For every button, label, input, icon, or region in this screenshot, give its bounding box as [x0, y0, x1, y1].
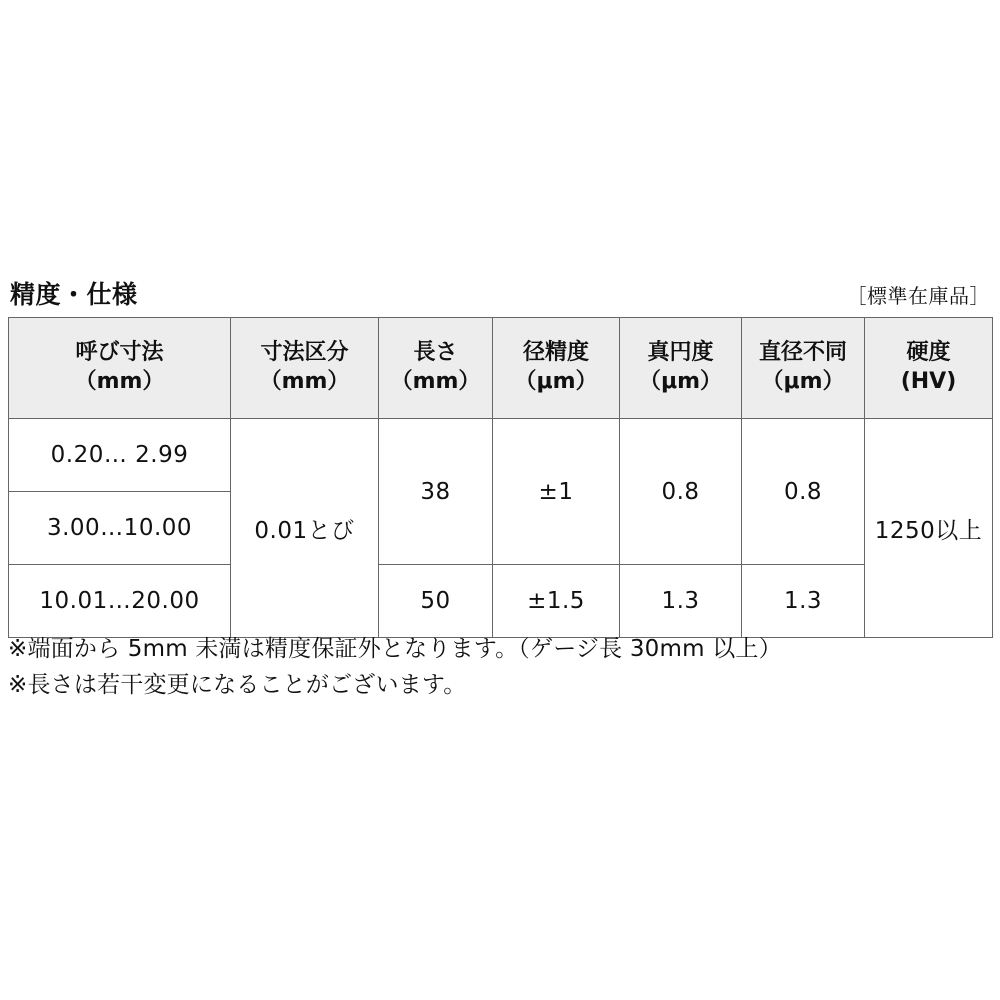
header-sub: （mm）	[74, 369, 165, 394]
header-main: 径精度	[522, 340, 589, 366]
footnote-2: ※長さは若干変更になることがございます。	[8, 671, 467, 698]
stock-label: ［標準在庫品］	[846, 284, 990, 308]
cell-nominal-size-1: 0.20… 2.99	[9, 419, 231, 492]
spec-sheet	[8, 275, 992, 638]
cell-nominal-size-2: 3.00…10.00	[9, 492, 231, 565]
cell-diameter-variation-2: 1.3	[742, 565, 865, 638]
header-main: 長さ	[413, 340, 458, 366]
header-main: 直径不同	[758, 340, 847, 366]
column-header-diameter-accuracy	[493, 318, 620, 419]
header-sub: （mm）	[259, 369, 350, 394]
table-row	[9, 565, 993, 638]
cell-roundness-1: 0.8	[620, 419, 742, 565]
header-main: 呼び寸法	[75, 340, 164, 366]
table-row	[9, 419, 993, 492]
cell-nominal-size-3: 10.01…20.00	[9, 565, 231, 638]
column-header-roundness	[620, 318, 742, 419]
specification-table	[8, 317, 993, 638]
header-sub: （μm）	[638, 369, 723, 394]
page-title: 精度・仕様	[10, 280, 138, 309]
cell-size-step: 0.01とび	[231, 419, 379, 638]
cell-roundness-2: 1.3	[620, 565, 742, 638]
header-main: 硬度	[906, 340, 951, 366]
column-header-size-step	[231, 318, 379, 419]
column-header-length	[379, 318, 493, 419]
table-header-row	[9, 318, 993, 419]
caption-row	[8, 275, 992, 317]
header-sub: (HV)	[900, 369, 957, 394]
header-sub: （μm）	[761, 369, 845, 394]
footnote-1: ※端面から 5mm 未満は精度保証外となります。（ゲージ長 30mm 以上）	[8, 636, 782, 662]
cell-diameter-variation-1: 0.8	[742, 419, 865, 565]
column-header-hardness	[865, 318, 993, 419]
cell-length-38: 38	[379, 419, 493, 565]
column-header-nominal-size	[9, 318, 231, 419]
cell-diameter-accuracy-2: ±1.5	[493, 565, 620, 638]
column-header-diameter-variation	[742, 318, 865, 419]
footnotes	[8, 632, 992, 703]
cell-diameter-accuracy-1: ±1	[493, 419, 620, 565]
header-main: 真円度	[647, 340, 714, 366]
header-sub: （mm）	[390, 369, 481, 394]
cell-length-50: 50	[379, 565, 493, 638]
header-main: 寸法区分	[260, 340, 349, 366]
header-sub: （μm）	[514, 369, 598, 394]
cell-hardness: 1250以上	[865, 419, 993, 638]
